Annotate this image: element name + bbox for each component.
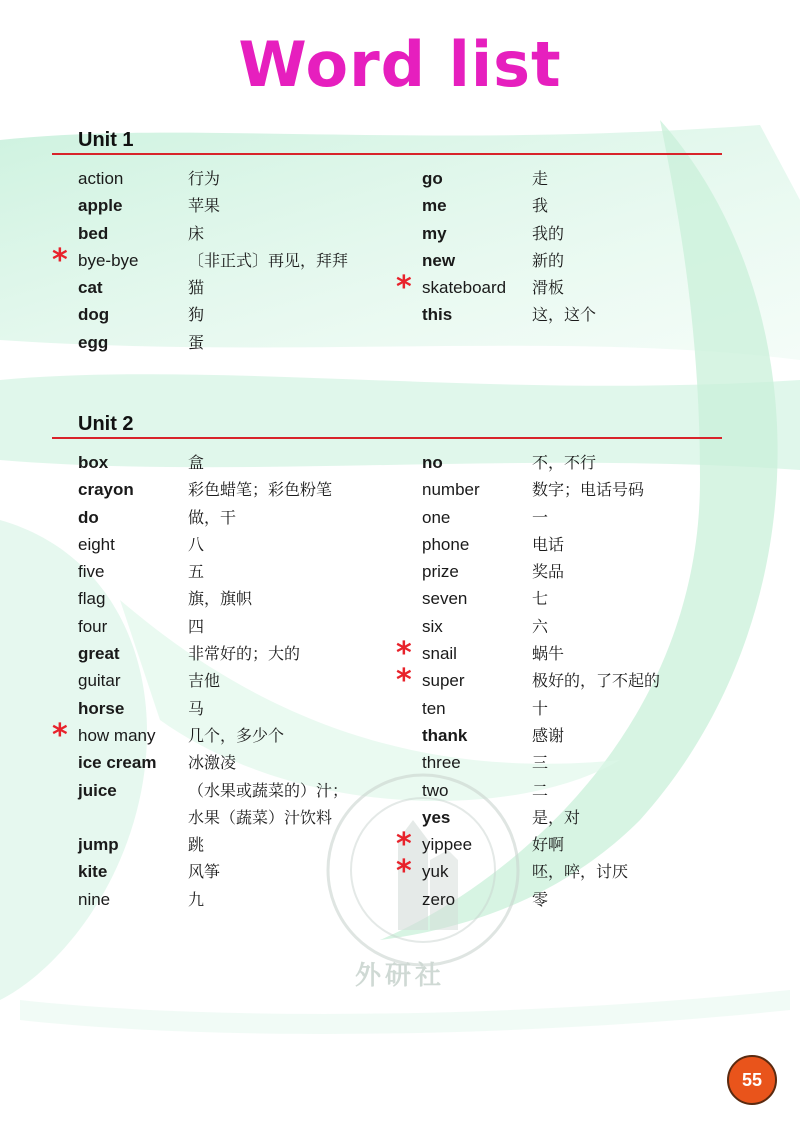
word-entry bbox=[78, 643, 378, 670]
english-word: four bbox=[78, 616, 108, 636]
word-entry bbox=[396, 663, 722, 699]
english-word: bed bbox=[78, 223, 109, 243]
chinese-meaning: 奖品 bbox=[532, 562, 565, 582]
word-entry bbox=[422, 507, 722, 534]
word-entry bbox=[78, 889, 378, 916]
unit-1-right-column bbox=[396, 168, 722, 332]
english-word: flag bbox=[78, 589, 106, 609]
word-entry bbox=[396, 827, 722, 863]
chinese-meaning: 极好的，了不起的 bbox=[532, 671, 661, 691]
english-word: thank bbox=[422, 725, 468, 745]
english-word: ice cream bbox=[78, 753, 157, 773]
chinese-meaning: 数字；电话号码 bbox=[532, 480, 645, 500]
english-word: apple bbox=[78, 196, 123, 216]
english-word: do bbox=[78, 507, 99, 527]
english-word: new bbox=[422, 250, 456, 270]
english-word: me bbox=[422, 196, 447, 216]
english-word: seven bbox=[422, 589, 468, 609]
english-word: one bbox=[422, 507, 451, 527]
english-word: dog bbox=[78, 305, 110, 325]
english-word: juice bbox=[78, 780, 117, 800]
chinese-meaning: 一 bbox=[532, 507, 549, 527]
word-entry bbox=[78, 452, 378, 479]
unit-2-left-column bbox=[52, 452, 378, 916]
chinese-meaning: 走 bbox=[532, 169, 549, 188]
chinese-meaning: 四 bbox=[188, 616, 205, 636]
word-entry bbox=[422, 561, 722, 588]
chinese-meaning: 八 bbox=[188, 534, 205, 554]
chinese-meaning: 是，对 bbox=[532, 807, 581, 827]
word-entry bbox=[78, 479, 378, 506]
english-word: action bbox=[78, 169, 124, 188]
chinese-meaning: 床 bbox=[188, 223, 205, 243]
word-entry bbox=[396, 854, 722, 890]
english-word: phone bbox=[422, 534, 470, 554]
word-entry bbox=[422, 780, 722, 807]
word-entry bbox=[78, 807, 378, 834]
word-entry bbox=[78, 588, 378, 615]
english-word: jump bbox=[78, 835, 119, 855]
chinese-meaning: 滑板 bbox=[532, 278, 565, 298]
chinese-meaning: 电话 bbox=[532, 534, 565, 554]
english-word: kite bbox=[78, 862, 108, 882]
chinese-meaning: 猫 bbox=[188, 278, 205, 298]
word-entry bbox=[422, 807, 722, 834]
english-word: three bbox=[422, 753, 461, 773]
chinese-meaning: 盒 bbox=[188, 453, 205, 472]
star-marker-icon: * bbox=[396, 636, 412, 672]
chinese-meaning: 狗 bbox=[188, 305, 205, 325]
unit-1-left-column bbox=[52, 168, 378, 359]
unit-1-heading: Unit 1 bbox=[78, 129, 134, 151]
chinese-meaning: 跳 bbox=[188, 835, 205, 855]
english-word: this bbox=[422, 305, 453, 325]
word-entry bbox=[422, 725, 722, 752]
chinese-meaning: 零 bbox=[532, 889, 549, 909]
english-word: no bbox=[422, 453, 443, 472]
word-entry bbox=[78, 780, 378, 807]
star-marker-icon: * bbox=[52, 717, 68, 753]
word-entry bbox=[422, 250, 722, 277]
word-entry bbox=[422, 223, 722, 250]
word-entry bbox=[422, 304, 722, 331]
chinese-meaning: 冰激凌 bbox=[188, 753, 237, 773]
chinese-meaning: 非常好的；大的 bbox=[188, 644, 301, 664]
word-entry bbox=[78, 670, 378, 697]
english-word: guitar bbox=[78, 671, 121, 691]
english-word: eight bbox=[78, 534, 115, 554]
chinese-meaning: 旗，旗帜 bbox=[188, 589, 253, 609]
page-number-badge: 55 bbox=[727, 1055, 777, 1105]
english-word: horse bbox=[78, 698, 125, 718]
english-word: five bbox=[78, 562, 105, 582]
unit-2-divider bbox=[52, 437, 722, 439]
english-word: crayon bbox=[78, 480, 134, 500]
unit-1-divider bbox=[52, 153, 722, 155]
english-word: skateboard bbox=[422, 278, 507, 298]
english-word: bye-bye bbox=[78, 250, 139, 270]
chinese-meaning: 不，不行 bbox=[532, 453, 597, 472]
english-word: my bbox=[422, 223, 447, 243]
word-entry bbox=[422, 195, 722, 222]
chinese-meaning: 好啊 bbox=[532, 835, 565, 855]
word-entry bbox=[78, 698, 378, 725]
word-entry bbox=[422, 452, 722, 479]
chinese-meaning: 我的 bbox=[532, 223, 565, 243]
word-entry bbox=[422, 534, 722, 561]
english-word: nine bbox=[78, 889, 111, 909]
word-entry bbox=[78, 304, 378, 331]
chinese-meaning: 九 bbox=[188, 889, 205, 909]
word-entry bbox=[78, 332, 378, 359]
chinese-meaning: 感谢 bbox=[532, 725, 565, 745]
english-word: great bbox=[78, 644, 120, 664]
chinese-meaning: 〔非正式〕再见，拜拜 bbox=[188, 250, 349, 270]
word-entry bbox=[422, 168, 722, 195]
chinese-meaning: 几个，多少个 bbox=[188, 725, 285, 745]
chinese-meaning: 行为 bbox=[188, 169, 221, 188]
english-word: box bbox=[78, 453, 109, 472]
unit-2-right-column bbox=[396, 452, 722, 916]
chinese-meaning: （水果或蔬菜的）汁； bbox=[188, 780, 349, 800]
chinese-meaning: 蛋 bbox=[188, 332, 205, 352]
english-word: egg bbox=[78, 332, 109, 352]
chinese-meaning: 吉他 bbox=[188, 671, 221, 691]
word-entry bbox=[52, 242, 378, 278]
chinese-meaning: 苹果 bbox=[188, 196, 221, 216]
chinese-meaning: 风筝 bbox=[188, 862, 221, 882]
english-word: super bbox=[422, 671, 465, 691]
english-word: ten bbox=[422, 698, 446, 718]
english-word: prize bbox=[422, 562, 459, 582]
word-entry bbox=[78, 752, 378, 779]
word-entry bbox=[78, 616, 378, 643]
word-entry bbox=[396, 636, 722, 672]
chinese-meaning: 这，这个 bbox=[532, 305, 597, 325]
word-entry bbox=[422, 752, 722, 779]
word-entry bbox=[396, 270, 722, 306]
word-entry bbox=[422, 479, 722, 506]
chinese-meaning: 彩色蜡笔；彩色粉笔 bbox=[188, 480, 333, 500]
word-entry bbox=[78, 223, 378, 250]
unit-2-heading: Unit 2 bbox=[78, 413, 134, 435]
chinese-meaning: 五 bbox=[188, 562, 205, 582]
chinese-meaning: 水果（蔬菜）汁饮料 bbox=[188, 807, 333, 827]
chinese-meaning: 我 bbox=[532, 196, 549, 216]
english-word: six bbox=[422, 616, 443, 636]
word-entry bbox=[78, 168, 378, 195]
word-entry bbox=[78, 861, 378, 888]
english-word: yippee bbox=[422, 835, 473, 855]
word-entry bbox=[422, 698, 722, 725]
chinese-meaning: 七 bbox=[532, 589, 549, 609]
english-word: yuk bbox=[422, 862, 449, 882]
chinese-meaning: 做，干 bbox=[188, 507, 237, 527]
english-word: number bbox=[422, 480, 480, 500]
star-marker-icon: * bbox=[52, 242, 68, 278]
word-entry bbox=[52, 717, 378, 753]
chinese-meaning: 六 bbox=[532, 616, 549, 636]
english-word: how many bbox=[78, 725, 156, 745]
word-entry bbox=[78, 534, 378, 561]
page-title: Word list bbox=[238, 28, 562, 101]
chinese-meaning: 马 bbox=[188, 698, 205, 718]
chinese-meaning: 三 bbox=[532, 753, 549, 773]
chinese-meaning: 十 bbox=[532, 698, 549, 718]
chinese-meaning: 新的 bbox=[532, 250, 565, 270]
english-word: zero bbox=[422, 889, 456, 909]
word-entry bbox=[422, 588, 722, 615]
english-word: two bbox=[422, 780, 449, 800]
word-entry bbox=[78, 195, 378, 222]
star-marker-icon: * bbox=[396, 270, 412, 306]
word-entry bbox=[78, 507, 378, 534]
star-marker-icon: * bbox=[396, 827, 412, 863]
word-entry bbox=[78, 561, 378, 588]
chinese-meaning: 蜗牛 bbox=[532, 644, 565, 664]
english-word: yes bbox=[422, 807, 451, 827]
word-entry bbox=[78, 834, 378, 861]
word-entry bbox=[422, 889, 722, 916]
star-marker-icon: * bbox=[396, 854, 412, 890]
chinese-meaning: 呸，啐，讨厌 bbox=[532, 862, 629, 882]
chinese-meaning: 二 bbox=[532, 780, 549, 800]
english-word: snail bbox=[422, 644, 457, 664]
word-entry bbox=[78, 277, 378, 304]
word-entry bbox=[422, 616, 722, 643]
english-word: cat bbox=[78, 278, 103, 298]
english-word: go bbox=[422, 169, 443, 188]
star-marker-icon: * bbox=[396, 663, 412, 699]
watermark-text: 外研社 bbox=[355, 961, 446, 991]
